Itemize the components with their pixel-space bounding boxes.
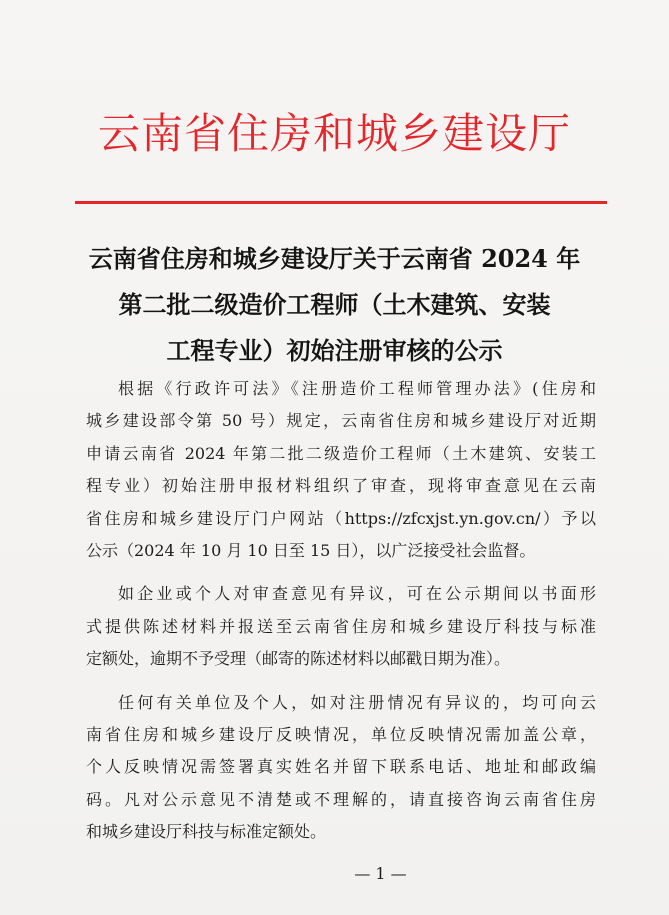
paragraph-basis (86, 373, 596, 567)
document-title (60, 236, 609, 374)
body-line: 和城乡建设厅科技与标准定额处。 (86, 822, 327, 842)
body-line: 城乡建设部令第 50 号）规定，云南省住房和城乡建设厅对近期 (86, 411, 596, 431)
page-number: — 1 — (354, 864, 407, 883)
body-line: 程专业）初始注册申报材料组织了审查，现将审查意见在云南 (86, 476, 596, 496)
body-line: 如企业或个人对审查意见有异议，可在公示期间以书面形 (118, 584, 596, 604)
body-line: 式提供陈述材料并报送至云南省住房和城乡建设厅科技与标准 (86, 616, 596, 636)
body-line: 定额处，逾期不予受理（邮寄的陈述材料以邮戳日期为准）。 (86, 649, 511, 669)
document-title-line: 工程专业）初始注册审核的公示 (166, 336, 503, 365)
paragraph-objection (86, 578, 596, 675)
body-line: 申请云南省 2024 年第二批二级造价工程师（土木建筑、安装工 (86, 443, 596, 463)
body-line: 省住房和城乡建设厅门户网站（https://zfcxjst.yn.gov.cn/）予以 (86, 508, 596, 528)
body-line: 公示（2024 年 10 月 10 日至 15 日），以广泛接受社会监督。 (86, 541, 536, 561)
body-line: 根据《行政许可法》《注册造价工程师管理办法》(住房和 (118, 379, 596, 398)
document-body (86, 373, 596, 849)
org-header-title: 云南省住房和城乡建设厅 (97, 109, 571, 158)
paragraph-report (86, 687, 596, 849)
header-red-rule (75, 201, 607, 204)
body-line: 任何有关单位及个人，如对注册情况有异议的，均可向云 (118, 692, 596, 712)
body-line: 个人反映情况需签署真实姓名并留下联系电话、地址和邮政编 (86, 757, 596, 777)
document-title-line: 第二批二级造价工程师（土木建筑、安装 (118, 290, 551, 319)
body-line: 南省住房和城乡建设厅反映情况，单位反映情况需加盖公章， (86, 725, 596, 745)
body-line: 码。凡对公示意见不清楚或不理解的，请直接咨询云南省住房 (86, 789, 596, 809)
document-title-line: 云南省住房和城乡建设厅关于云南省 2024 年 (88, 244, 581, 273)
